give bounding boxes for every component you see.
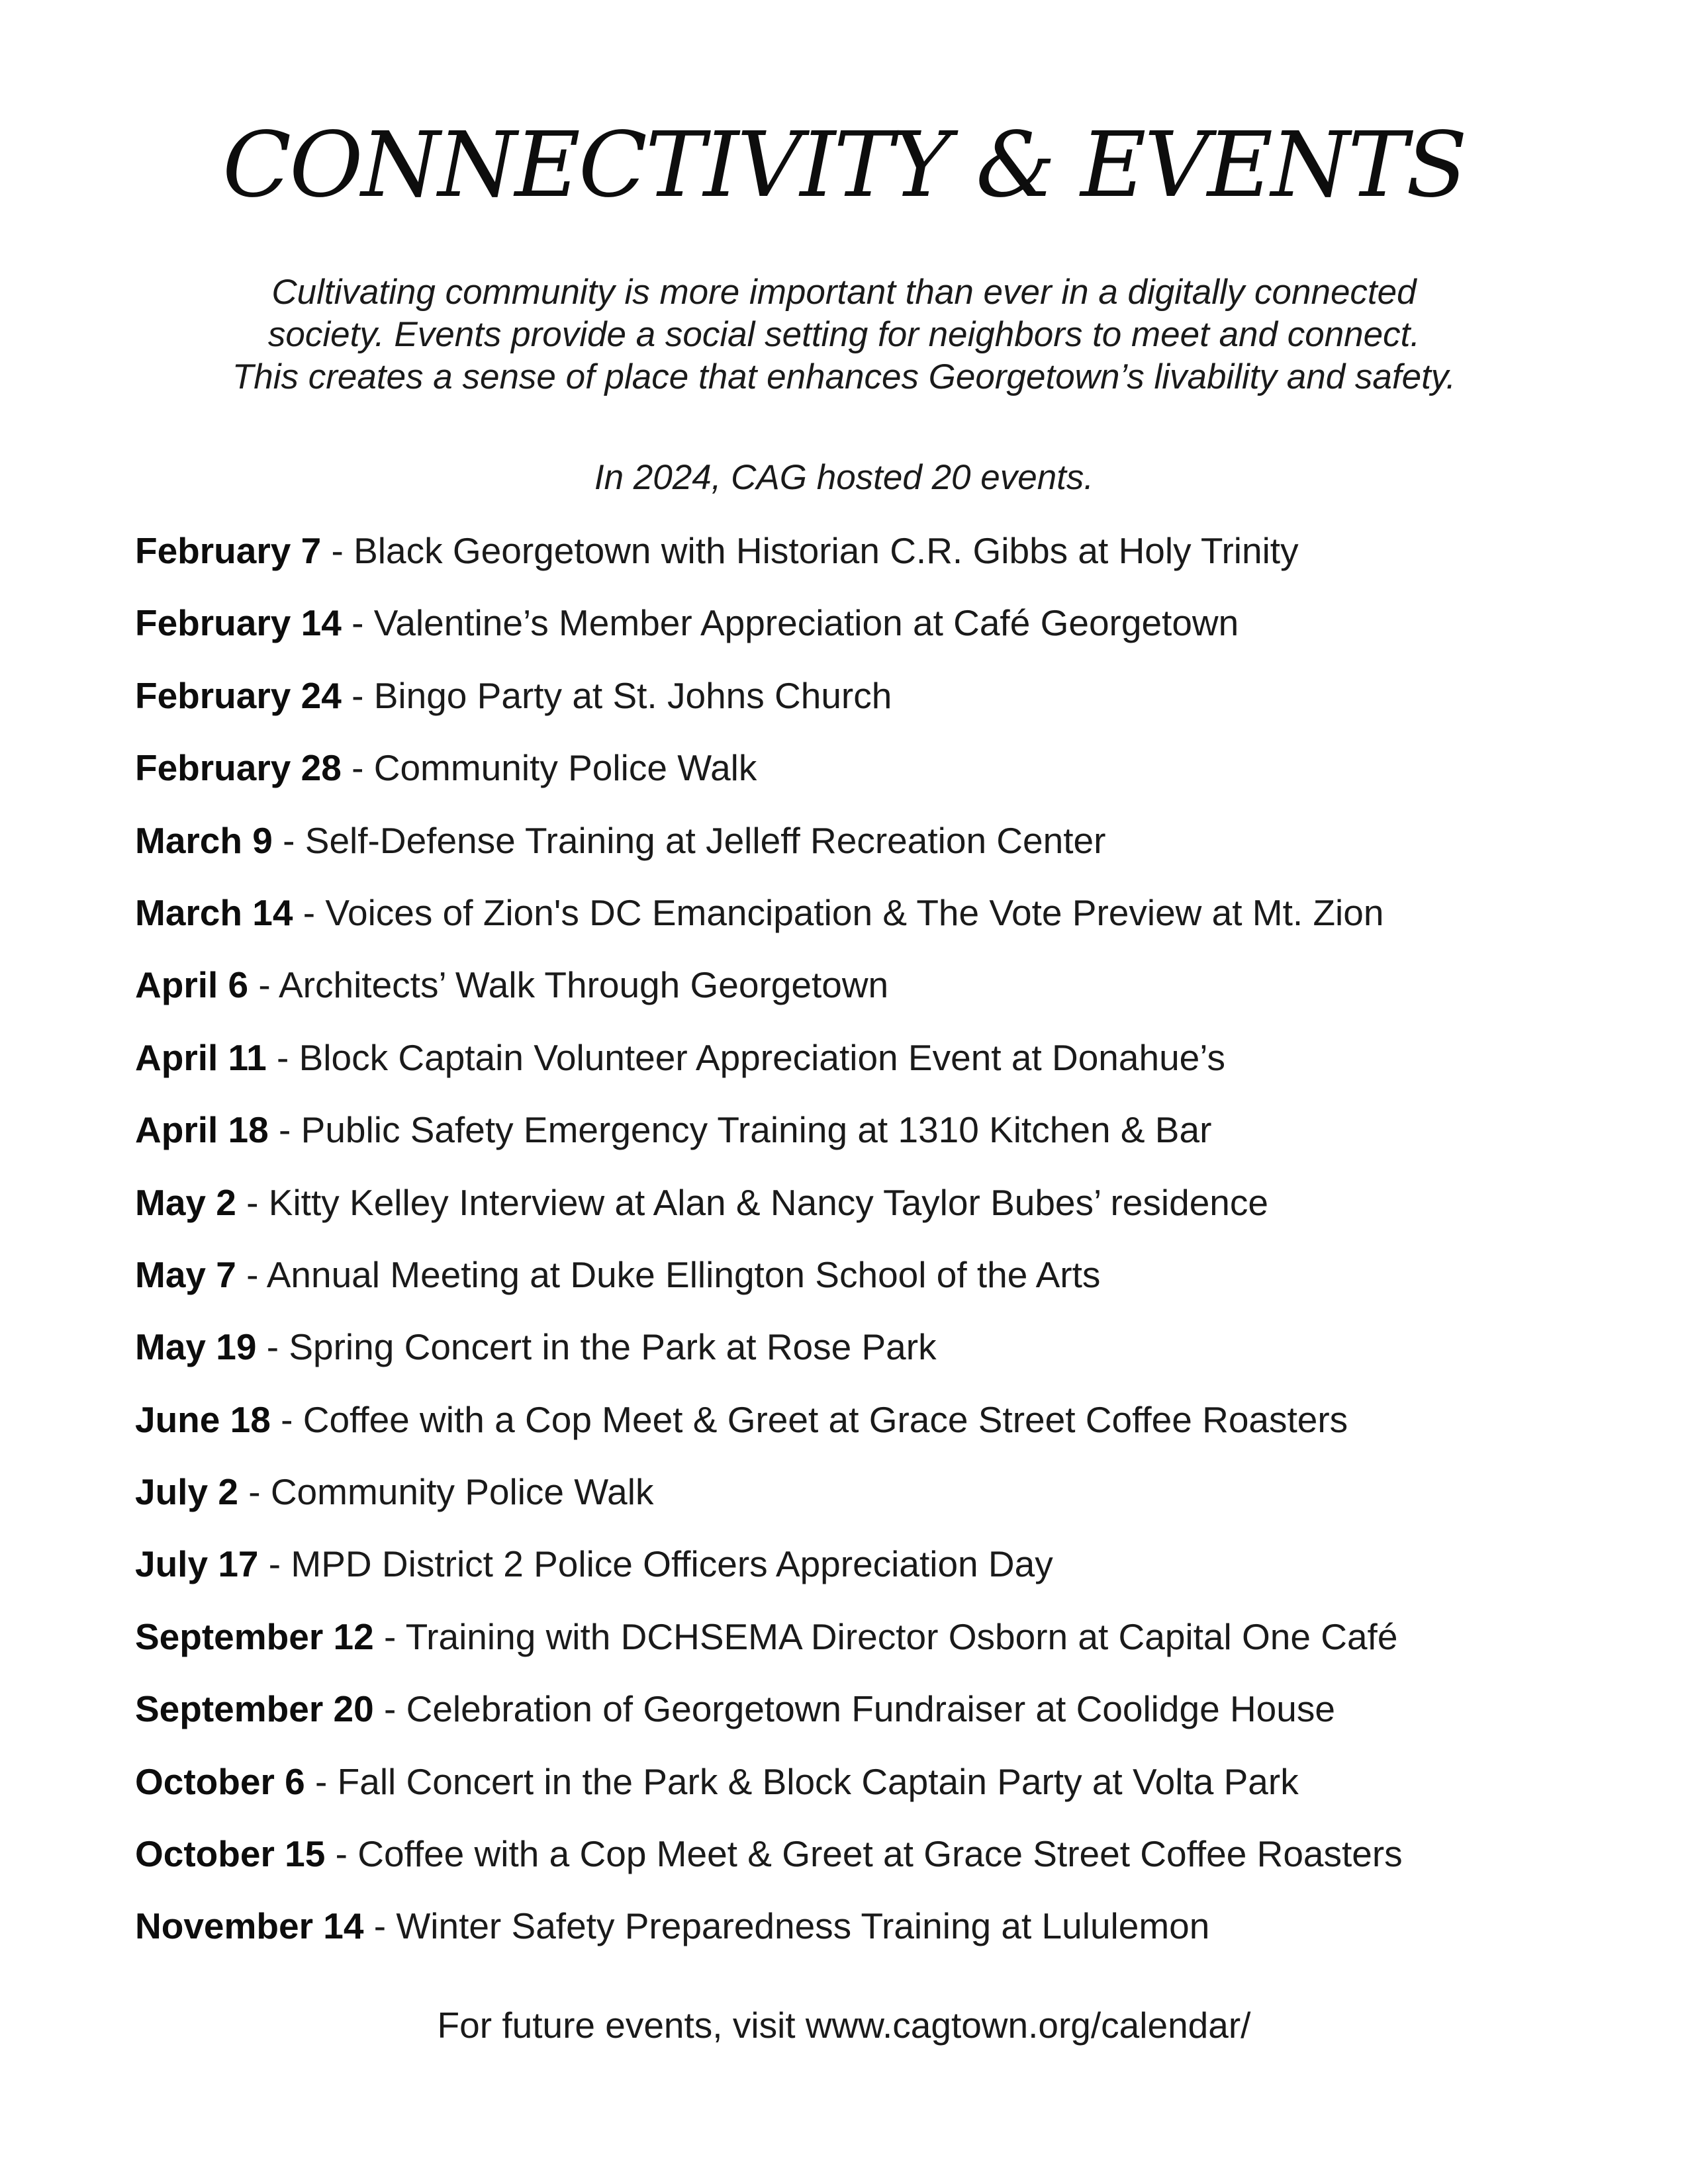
event-separator: - bbox=[238, 1471, 271, 1513]
event-date: July 17 bbox=[135, 1543, 259, 1585]
event-item bbox=[135, 1827, 1591, 1899]
event-item bbox=[135, 524, 1591, 596]
event-date: February 7 bbox=[135, 530, 322, 571]
event-description: Voices of Zion's DC Emancipation & The Vote Preview at Mt. Zion bbox=[325, 891, 1384, 933]
event-item bbox=[135, 669, 1591, 741]
event-separator: - bbox=[293, 891, 326, 933]
event-separator: - bbox=[341, 674, 374, 716]
event-item bbox=[135, 1537, 1591, 1610]
event-separator: - bbox=[236, 1253, 267, 1295]
event-separator: - bbox=[341, 602, 374, 644]
event-item bbox=[135, 1465, 1591, 1537]
event-item bbox=[135, 1610, 1591, 1682]
event-description: Architects’ Walk Through Georgetown bbox=[279, 964, 889, 1006]
event-description: Fall Concert in the Park & Block Captain Party at Volta Park bbox=[337, 1760, 1299, 1802]
event-item bbox=[135, 1899, 1591, 1972]
event-separator: - bbox=[321, 530, 354, 571]
event-separator: - bbox=[268, 1109, 301, 1151]
event-date: July 2 bbox=[135, 1471, 238, 1513]
event-date: April 6 bbox=[135, 964, 249, 1006]
event-description: Winter Safety Preparedness Training at Lululemon bbox=[396, 1905, 1210, 1947]
event-description: Community Police Walk bbox=[270, 1471, 654, 1513]
event-item bbox=[135, 1103, 1591, 1175]
event-item bbox=[135, 814, 1591, 886]
event-item bbox=[135, 596, 1591, 668]
event-date: February 28 bbox=[135, 747, 342, 789]
event-separator: - bbox=[363, 1905, 397, 1947]
event-date: April 11 bbox=[135, 1036, 267, 1078]
intro-line: Cultivating community is more important than ever in a digitally connected bbox=[271, 273, 1417, 312]
event-date: April 18 bbox=[135, 1109, 269, 1151]
event-date: September 12 bbox=[135, 1615, 374, 1657]
event-date: October 15 bbox=[135, 1833, 326, 1875]
event-description: Black Georgetown with Historian C.R. Gibbs at Holy Trinity bbox=[353, 530, 1299, 571]
event-separator: - bbox=[325, 1833, 358, 1875]
event-item bbox=[135, 886, 1591, 958]
event-description: Valentine’s Member Appreciation at Café Georgetown bbox=[373, 602, 1239, 644]
event-item bbox=[135, 1393, 1591, 1465]
event-description: Block Captain Volunteer Appreciation Event at Donahue’s bbox=[299, 1036, 1225, 1078]
footer-note: For future events, visit www.cagtown.org/calendar/ bbox=[437, 2005, 1251, 2046]
event-separator: - bbox=[248, 964, 279, 1006]
event-separator: - bbox=[258, 1543, 291, 1585]
event-date: February 24 bbox=[135, 674, 342, 716]
event-date: March 14 bbox=[135, 891, 293, 933]
event-description: Coffee with a Cop Meet & Greet at Grace Street Coffee Roasters bbox=[303, 1398, 1348, 1440]
event-description: Community Police Walk bbox=[373, 747, 757, 789]
event-date: May 19 bbox=[135, 1326, 257, 1368]
page-title: CONNECTIVITY & EVENTS bbox=[222, 113, 1466, 218]
event-item bbox=[135, 1176, 1591, 1248]
event-description: Self-Defense Training at Jelleff Recreation Center bbox=[305, 819, 1106, 861]
event-separator: - bbox=[266, 1036, 299, 1078]
event-description: Kitty Kelley Interview at Alan & Nancy Taylor Bubes’ residence bbox=[268, 1181, 1268, 1223]
event-description: Public Safety Emergency Training at 1310 Kitchen & Bar bbox=[301, 1109, 1212, 1151]
intro-paragraph bbox=[0, 271, 1688, 398]
event-separator: - bbox=[305, 1760, 338, 1802]
event-description: MPD District 2 Police Officers Appreciation Day bbox=[291, 1543, 1053, 1585]
intro-line: society. Events provide a social setting for neighbors to meet and connect. bbox=[267, 315, 1421, 354]
event-item bbox=[135, 1755, 1591, 1827]
event-description: Coffee with a Cop Meet & Greet at Grace Street Coffee Roasters bbox=[357, 1833, 1403, 1875]
event-description: Annual Meeting at Duke Ellington School of the Arts bbox=[266, 1253, 1101, 1295]
event-date: May 7 bbox=[135, 1253, 236, 1295]
event-date: March 9 bbox=[135, 819, 273, 861]
event-item bbox=[135, 741, 1591, 813]
event-item bbox=[135, 958, 1591, 1030]
event-separator: - bbox=[373, 1688, 406, 1730]
event-separator: - bbox=[341, 747, 374, 789]
event-item bbox=[135, 1682, 1591, 1754]
event-separator: - bbox=[236, 1181, 269, 1223]
event-date: February 14 bbox=[135, 602, 342, 644]
event-separator: - bbox=[256, 1326, 289, 1368]
events-summary: In 2024, CAG hosted 20 events. bbox=[594, 458, 1094, 497]
event-description: Training with DCHSEMA Director Osborn at Capital One Café bbox=[405, 1615, 1398, 1657]
intro-line: This creates a sense of place that enhances Georgetown’s livability and safety. bbox=[232, 357, 1456, 396]
event-date: June 18 bbox=[135, 1398, 271, 1440]
event-separator: - bbox=[373, 1615, 406, 1657]
event-item bbox=[135, 1320, 1591, 1392]
event-description: Bingo Party at St. Johns Church bbox=[373, 674, 892, 716]
event-separator: - bbox=[270, 1398, 303, 1440]
event-item bbox=[135, 1031, 1591, 1103]
event-item bbox=[135, 1248, 1591, 1320]
event-separator: - bbox=[272, 819, 305, 861]
event-date: May 2 bbox=[135, 1181, 236, 1223]
event-list bbox=[135, 524, 1591, 1972]
event-date: November 14 bbox=[135, 1905, 364, 1947]
event-description: Spring Concert in the Park at Rose Park bbox=[289, 1326, 937, 1368]
event-date: October 6 bbox=[135, 1760, 305, 1802]
event-description: Celebration of Georgetown Fundraiser at Coolidge House bbox=[406, 1688, 1335, 1730]
event-date: September 20 bbox=[135, 1688, 374, 1730]
